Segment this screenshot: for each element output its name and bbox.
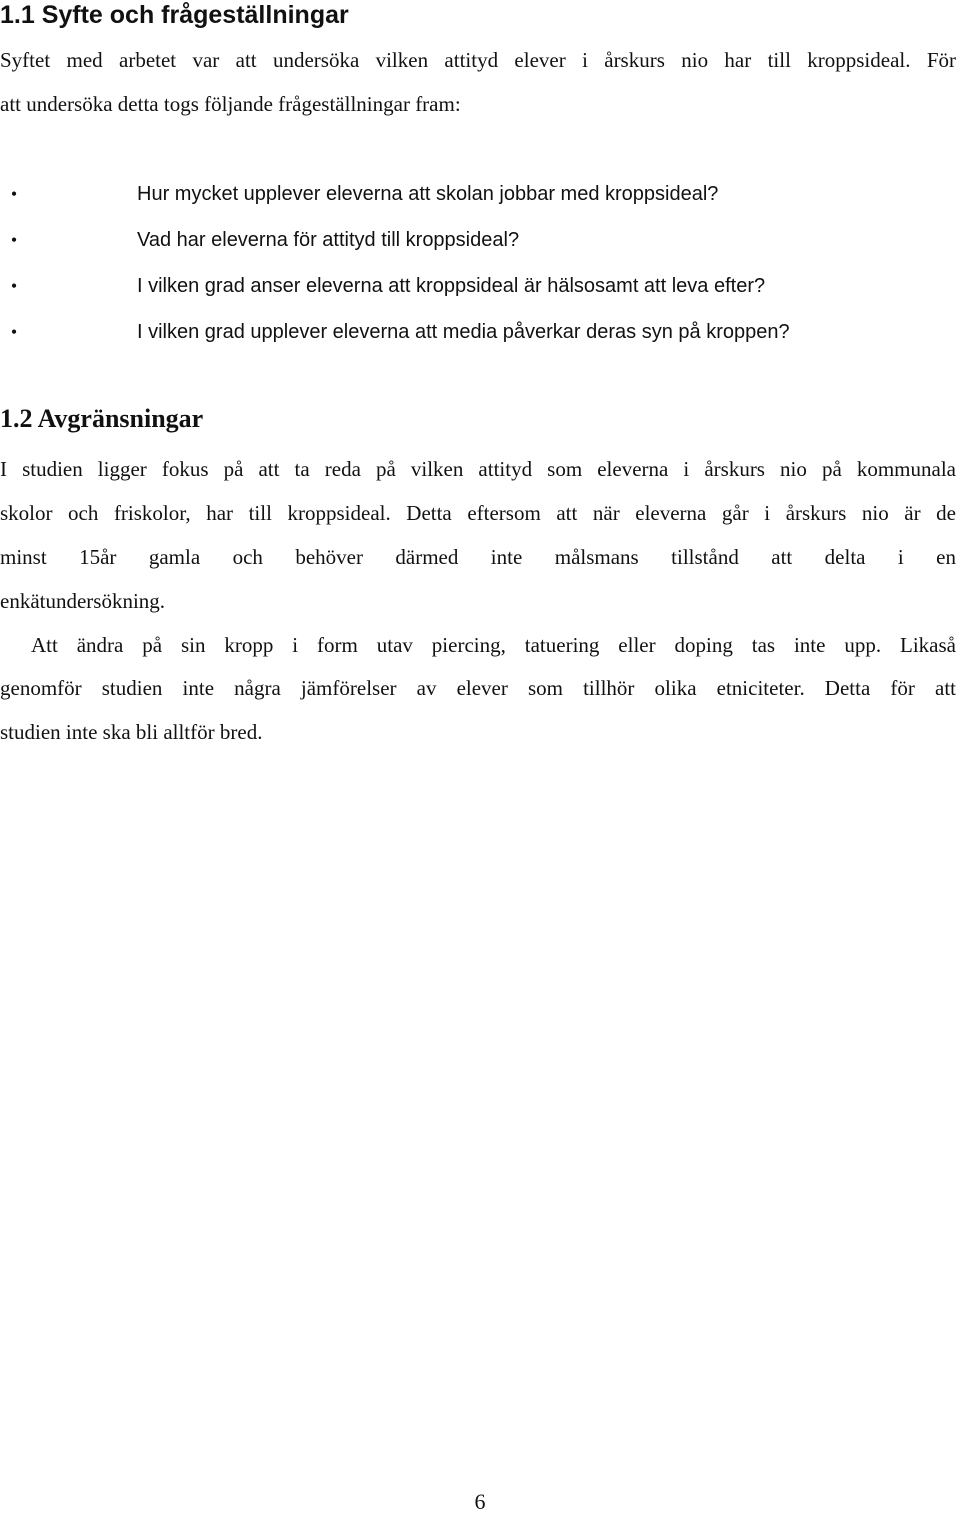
- intro-line-1: Syftet med arbetet var att undersöka vilken attityd elever i årskurs nio har till kroppsideal. För: [0, 48, 956, 72]
- bullet-icon: •: [10, 276, 18, 296]
- question-text: I vilken grad anser eleverna att kroppsideal är hälsosamt att leva efter?: [137, 275, 766, 297]
- paragraph1-line-2: skolor och friskolor, har till kroppsideal. Detta eftersom att när eleverna går i årskurs nio är de: [0, 501, 956, 525]
- paragraph1-line-3: minst 15år gamla och behöver därmed inte målsmans tillstånd att delta i en: [0, 545, 956, 569]
- paragraph2-line-3: studien inte ska bli alltför bred.: [0, 720, 263, 744]
- paragraph1-line-4: enkätundersökning.: [0, 589, 166, 613]
- question-text: I vilken grad upplever eleverna att media påverkar deras syn på kroppen?: [137, 321, 790, 343]
- paragraph2-line-1: Att ändra på sin kropp i form utav piercing, tatuering eller doping tas inte upp. Likaså: [31, 633, 956, 657]
- question-text: Hur mycket upplever eleverna att skolan jobbar med kroppsideal?: [137, 183, 719, 205]
- intro-line-2: att undersöka detta togs följande frågeställningar fram:: [0, 92, 461, 116]
- bullet-icon: •: [10, 322, 18, 342]
- paragraph2-line-2: genomför studien inte några jämförelser av elever som tillhör olika etniciteter. Detta för att: [0, 676, 956, 700]
- paragraph1-line-1: I studien ligger fokus på att ta reda på vilken attityd som eleverna i årskurs nio på kommunala: [0, 457, 956, 481]
- page-number: 6: [474, 1489, 486, 1514]
- bullet-icon: •: [10, 230, 18, 250]
- question-text: Vad har eleverna för attityd till kroppsideal?: [137, 229, 520, 251]
- section-heading-avgransningar: 1.2 Avgränsningar: [0, 404, 204, 433]
- bullet-icon: •: [10, 184, 18, 204]
- section-heading-syfte: 1.1 Syfte och frågeställningar: [0, 1, 349, 29]
